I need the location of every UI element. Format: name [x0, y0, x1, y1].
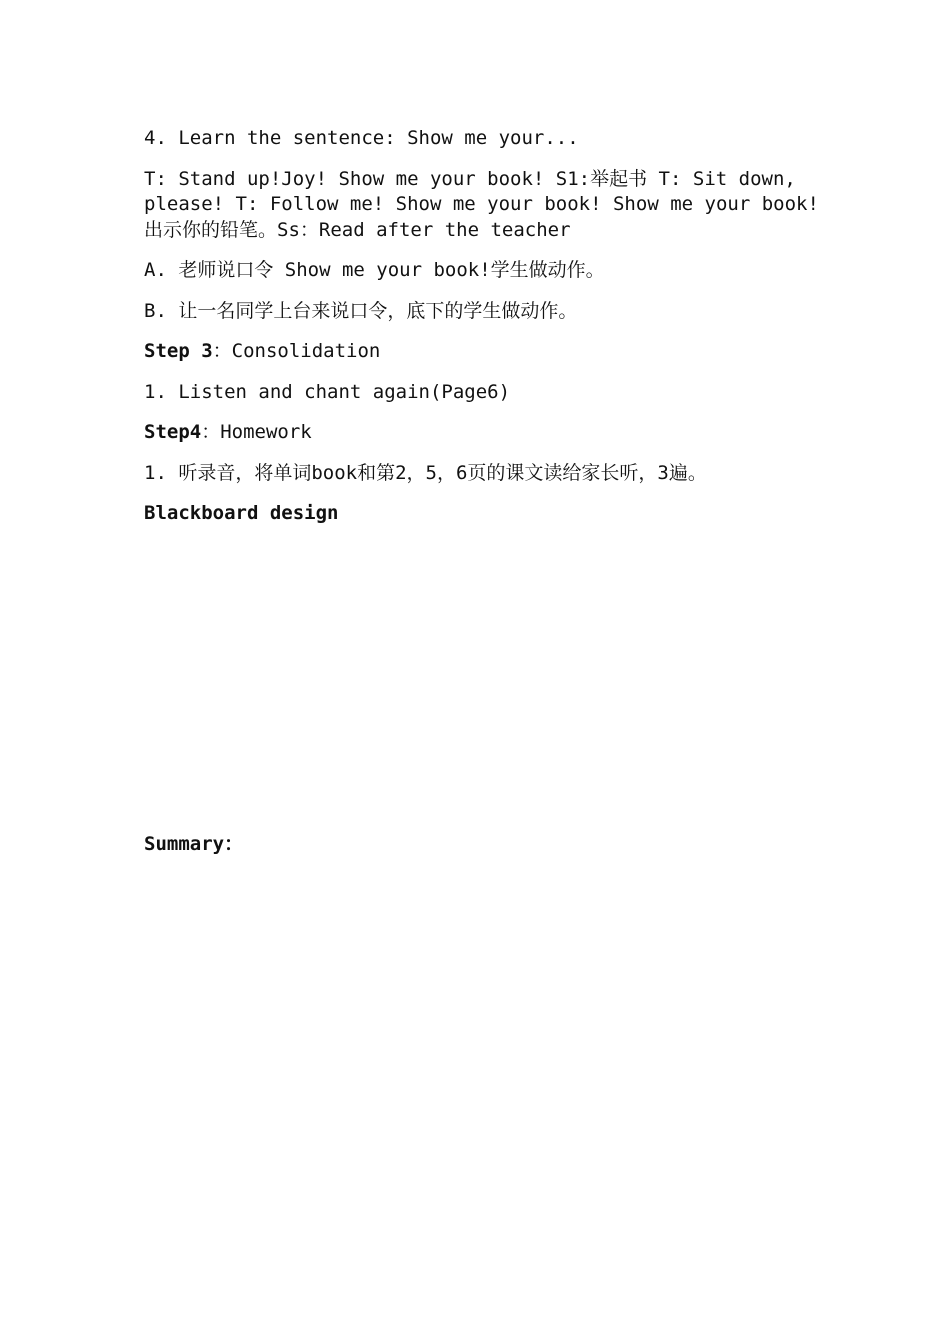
item-b-line: B. 让一名同学上台来说口令，底下的学生做动作。	[144, 299, 578, 322]
document-page	[144, 126, 824, 872]
step3-title: ：Consolidation	[212, 340, 381, 362]
learn-sentence-line: 4. Learn the sentence: Show me your...	[144, 127, 579, 149]
listen-chant-line: 1. Listen and chant again(Page6)	[144, 380, 511, 403]
step4-label: Step4	[144, 421, 202, 443]
step4-title: ：Homework	[201, 421, 312, 443]
dialogue-paragraph: T: Stand up!Joy! Show me your book! S1:举起书 T: Sit down, please! T: Follow me! Show me your book! Show me your book! 出示你的铅笔。Ss：Read after the teacher	[144, 167, 819, 241]
summary-heading: Summary：	[144, 832, 244, 855]
homework-item-line: 1. 听录音，将单词book和第2，5，6页的课文读给家长听，3遍。	[144, 461, 707, 484]
step3-heading	[144, 339, 824, 365]
step4-heading	[144, 420, 824, 446]
item-a-line: A. 老师说口令 Show me your book!学生做动作。	[144, 259, 605, 281]
step3-label: Step 3	[144, 340, 213, 362]
blackboard-design-heading: Blackboard design	[144, 502, 339, 524]
